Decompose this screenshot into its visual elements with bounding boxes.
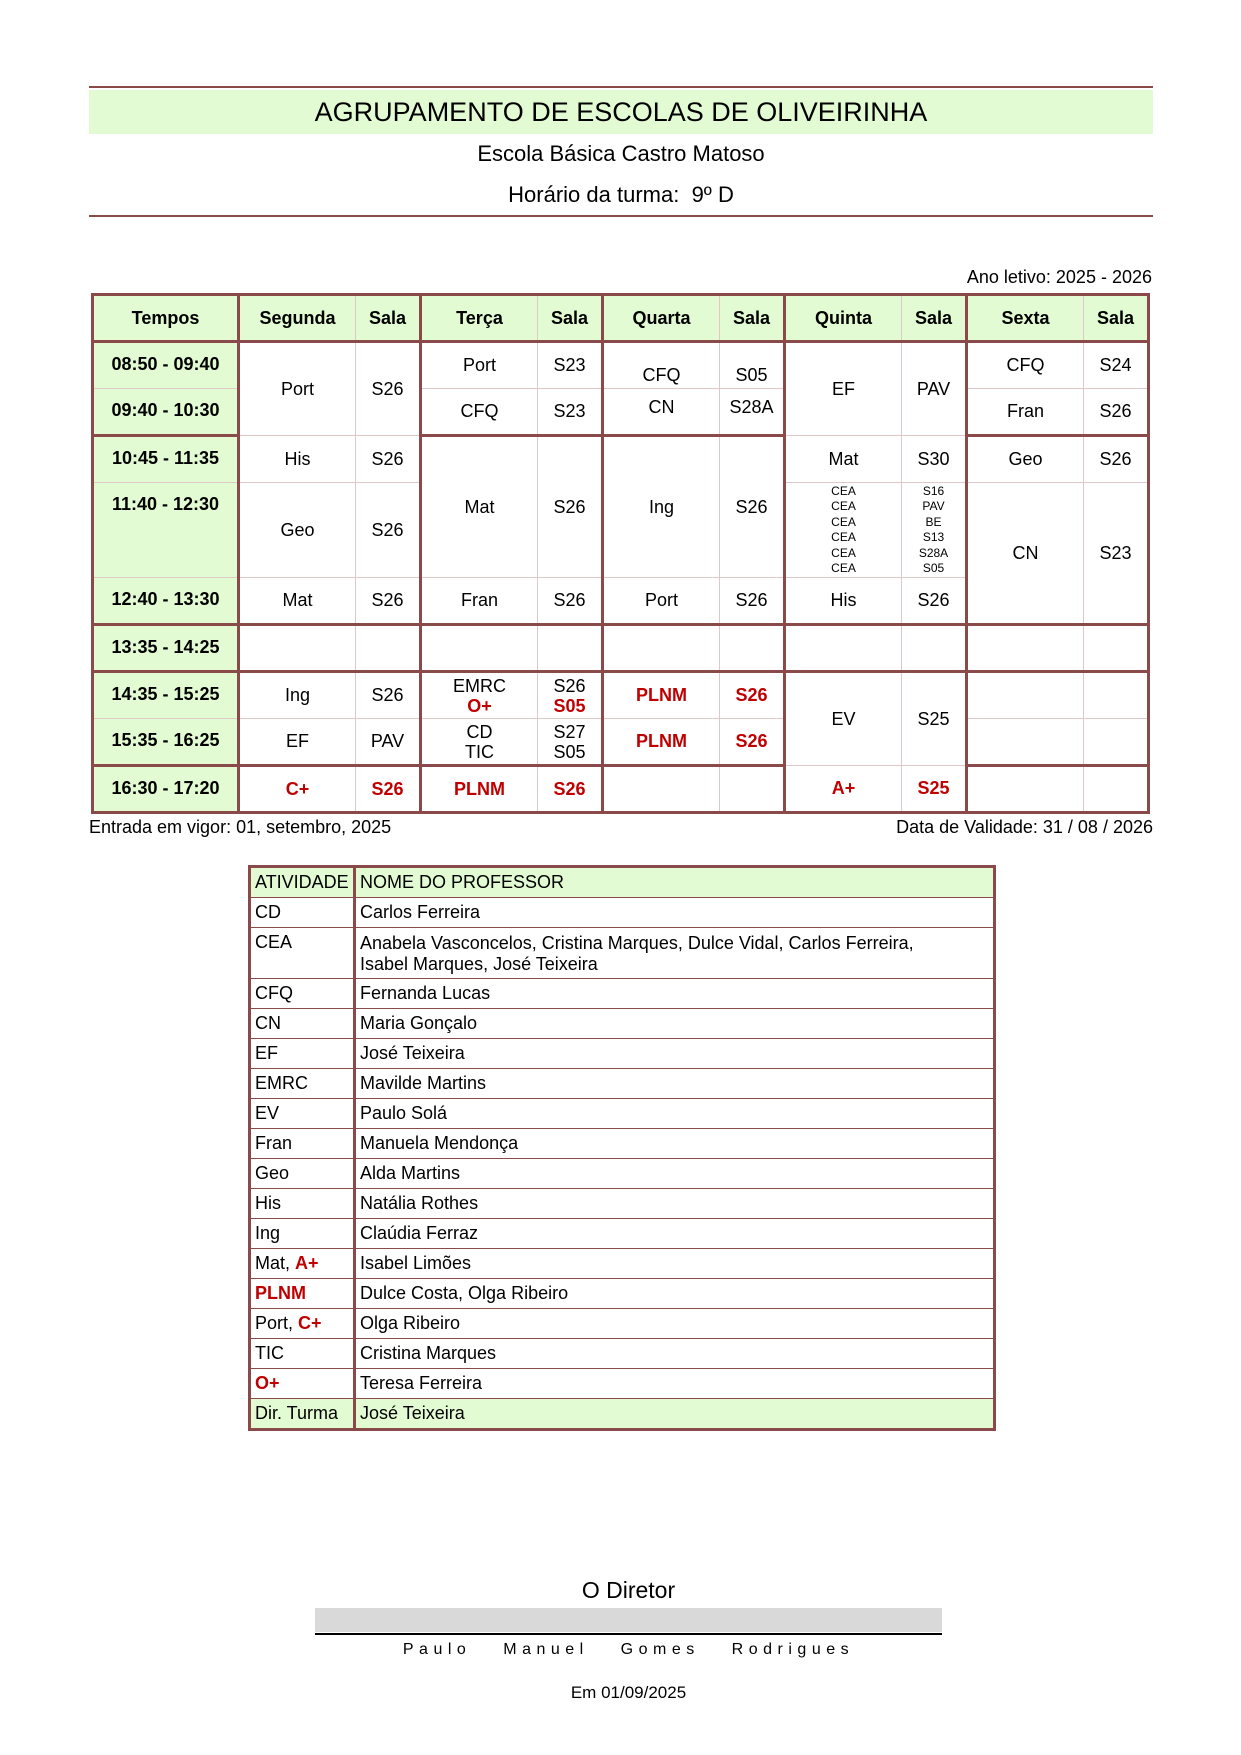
cea-subject: CEA	[831, 499, 856, 513]
teacher-cell: Carlos Ferreira	[355, 898, 995, 928]
schedule-row	[93, 625, 1149, 672]
effective-date: Entrada em vigor: 01, setembro, 2025	[89, 817, 392, 837]
teacher-row	[250, 1159, 995, 1189]
teacher-row	[250, 1219, 995, 1249]
teacher-row	[250, 1249, 995, 1279]
activity-cell: EV	[250, 1099, 355, 1129]
activity-cell: Geo	[250, 1159, 355, 1189]
schedule-row	[93, 342, 1149, 389]
schedule-subject	[239, 625, 356, 672]
schedule-subject: Fran	[421, 578, 538, 625]
schedule-subject: Mat	[421, 436, 538, 578]
schedule-subject: CD	[466, 721, 493, 742]
schedule-room: PAV	[902, 342, 967, 436]
cea-subject: CEA	[831, 483, 856, 498]
teachers-header-row	[250, 867, 995, 898]
schedule-subject	[967, 766, 1084, 813]
schedule-room	[720, 766, 785, 813]
time-slot: 16:30 - 17:20	[93, 766, 239, 813]
teacher-row	[250, 898, 995, 928]
activity-support: C+	[298, 1313, 322, 1333]
schedule-room: S26	[356, 483, 421, 578]
schedule-room	[538, 625, 603, 672]
schedule-subject-support: O+	[467, 695, 492, 716]
col-header-terca: Terça	[421, 295, 538, 342]
col-header-sala: Sala	[1084, 295, 1149, 342]
director-role: O Diretor	[581, 1577, 676, 1603]
cea-subject: CEA	[831, 514, 856, 529]
col-header-sala: Sala	[720, 295, 785, 342]
schedule-room: S26	[356, 672, 421, 719]
schedule-room: S26	[720, 578, 785, 625]
activity-cell: Dir. Turma	[250, 1399, 355, 1430]
schedule-subject: CFQ	[421, 389, 538, 436]
schedule-room-support: S26	[720, 672, 785, 719]
activity-name: Port,	[255, 1313, 299, 1333]
schedule-room: S05	[553, 741, 586, 762]
col-header-sala: Sala	[902, 295, 967, 342]
teacher-row	[250, 928, 995, 979]
school-year: Ano letivo: 2025 - 2026	[966, 267, 1152, 287]
schedule-subject: EV	[785, 672, 902, 766]
teacher-row	[250, 1069, 995, 1099]
schedule-subject	[967, 719, 1084, 766]
time-slot: 12:40 - 13:30	[93, 578, 239, 625]
time-slot: 11:40 - 12:30	[93, 483, 239, 578]
schedule-room: S23	[1084, 483, 1149, 625]
schedule-room: S26	[902, 578, 967, 625]
cea-subject: CEA	[831, 545, 856, 560]
schedule-room-pair	[538, 672, 603, 719]
schedule-room: S05	[720, 342, 785, 389]
schedule-room-support: S25	[902, 766, 967, 813]
schedule-room	[356, 625, 421, 672]
schedule-subject: Ing	[603, 436, 720, 578]
teacher-row	[250, 979, 995, 1009]
schedule-subject: Geo	[239, 483, 356, 578]
cea-room: S28A	[918, 545, 949, 560]
teacher-cell: Fernanda Lucas	[355, 979, 995, 1009]
activity-cell: CD	[250, 898, 355, 928]
activity-cell: CFQ	[250, 979, 355, 1009]
schedule-subject-support: C+	[239, 766, 356, 813]
schedule-room: S26	[1084, 436, 1149, 483]
schedule-room-support: S26	[356, 766, 421, 813]
teacher-line: Anabela Vasconcelos, Cristina Marques, Dulce Vidal, Carlos Ferreira,	[360, 933, 914, 953]
validity-date: Data de Validade: 31 / 08 / 2026	[896, 817, 1153, 837]
schedule-subject: EF	[239, 719, 356, 766]
time-slot: 08:50 - 09:40	[93, 342, 239, 389]
cea-subject: CEA	[831, 561, 856, 575]
cea-room: BE	[925, 514, 942, 529]
activity-support: A+	[295, 1253, 319, 1273]
activity-cell	[250, 1369, 355, 1399]
schedule-room: S26	[356, 578, 421, 625]
teacher-cell: Dulce Costa, Olga Ribeiro	[355, 1279, 995, 1309]
teacher-row	[250, 1189, 995, 1219]
schedule-subject-pair	[421, 719, 538, 766]
schedule-subject-support: PLNM	[421, 766, 538, 813]
director-name: Paulo Manuel Gomes Rodrigues	[402, 1641, 855, 1658]
teacher-row	[250, 1099, 995, 1129]
schedule-room: PAV	[356, 719, 421, 766]
activity-cell: CN	[250, 1009, 355, 1039]
cea-room: S16	[922, 483, 945, 498]
schedule-room-list	[902, 483, 967, 578]
schedule-room: S28A	[720, 389, 785, 436]
teacher-cell: Isabel Limões	[355, 1249, 995, 1279]
schedule-room	[1084, 625, 1149, 672]
class-heading	[89, 182, 1153, 208]
teacher-cell: José Teixeira	[355, 1039, 995, 1069]
teacher-cell: Paulo Solá	[355, 1099, 995, 1129]
teacher-cell: Natália Rothes	[355, 1189, 995, 1219]
schedule-row	[93, 672, 1149, 719]
schedule-subject-support: PLNM	[603, 672, 720, 719]
teacher-line: Isabel Marques, José Teixeira	[360, 954, 598, 974]
schedule-room-pair	[538, 719, 603, 766]
activity-cell: CEA	[250, 928, 355, 979]
schedule-room: S26	[1084, 389, 1149, 436]
schedule-subject: Geo	[967, 436, 1084, 483]
schedule-subject: Fran	[967, 389, 1084, 436]
teacher-cell: Olga Ribeiro	[355, 1309, 995, 1339]
activity-cell	[250, 1279, 355, 1309]
col-header-quarta: Quarta	[603, 295, 720, 342]
cea-room: PAV	[922, 499, 945, 513]
teacher-row	[250, 1369, 995, 1399]
schedule-row	[93, 766, 1149, 813]
teacher-cell: Alda Martins	[355, 1159, 995, 1189]
activity-cell	[250, 1309, 355, 1339]
header-teacher: NOME DO PROFESSOR	[355, 867, 995, 898]
schedule-header-row	[93, 295, 1149, 342]
schedule-subject: EF	[785, 342, 902, 436]
schedule-subject	[967, 625, 1084, 672]
schedule-room	[902, 625, 967, 672]
class-label: Horário da turma:	[508, 182, 680, 207]
cea-room: S05	[922, 561, 945, 575]
top-rule	[89, 86, 1153, 88]
schedule-subject: CN	[967, 483, 1084, 625]
schedule-subject: CFQ	[967, 342, 1084, 389]
col-header-tempos: Tempos	[93, 295, 239, 342]
class-value: 9º D	[691, 182, 734, 207]
header-activity: ATIVIDADE	[250, 867, 355, 898]
schedule-room: S24	[1084, 342, 1149, 389]
teachers-table	[248, 865, 996, 1431]
time-slot: 14:35 - 15:25	[93, 672, 239, 719]
teacher-row	[250, 1279, 995, 1309]
teacher-row	[250, 1309, 995, 1339]
teacher-cell: José Teixeira	[355, 1399, 995, 1430]
teacher-cell: Manuela Mendonça	[355, 1129, 995, 1159]
activity-support: O+	[255, 1373, 280, 1393]
schedule-room: S23	[538, 342, 603, 389]
schedule-subject: Port	[421, 342, 538, 389]
schedule-subject: Ing	[239, 672, 356, 719]
signature-field	[315, 1608, 942, 1632]
col-header-sala: Sala	[538, 295, 603, 342]
activity-cell: His	[250, 1189, 355, 1219]
schedule-subject	[603, 766, 720, 813]
schedule-subject-pair	[421, 672, 538, 719]
schedule-subject: Port	[239, 342, 356, 436]
cea-room: S13	[922, 530, 945, 544]
signature-date: Em 01/09/2025	[570, 1683, 687, 1702]
time-slot: 13:35 - 14:25	[93, 625, 239, 672]
schedule-room: S25	[902, 672, 967, 766]
header-rule	[89, 215, 1153, 217]
teacher-row	[250, 1039, 995, 1069]
schedule-subject	[785, 625, 902, 672]
teacher-row	[250, 1129, 995, 1159]
col-header-sexta: Sexta	[967, 295, 1084, 342]
teacher-row	[250, 1009, 995, 1039]
activity-support: PLNM	[255, 1283, 306, 1303]
schedule-subject	[603, 625, 720, 672]
schedule-subject	[421, 625, 538, 672]
schedule-subject: CFQ	[603, 342, 720, 389]
schedule-room: S26	[538, 578, 603, 625]
signature-line	[315, 1633, 942, 1635]
schedule-room-support: S26	[538, 766, 603, 813]
schedule-subject: His	[239, 436, 356, 483]
school-name: Escola Básica Castro Matoso	[477, 141, 765, 166]
schedule-room: S30	[902, 436, 967, 483]
schedule-room	[1084, 766, 1149, 813]
schedule-subject-list	[785, 483, 902, 578]
schedule-subject: Port	[603, 578, 720, 625]
schedule-subject-support: A+	[785, 766, 902, 813]
schedule-subject-support: PLNM	[603, 719, 720, 766]
activity-cell	[250, 1249, 355, 1279]
schedule-subject: Mat	[239, 578, 356, 625]
schedule-subject: CN	[603, 389, 720, 436]
schedule-room-support: S26	[720, 719, 785, 766]
activity-name: Mat,	[255, 1253, 296, 1273]
activity-cell: TIC	[250, 1339, 355, 1369]
schedule-subject: Mat	[785, 436, 902, 483]
activity-cell: EMRC	[250, 1069, 355, 1099]
teacher-cell: Claúdia Ferraz	[355, 1219, 995, 1249]
teacher-cell: Maria Gonçalo	[355, 1009, 995, 1039]
schedule-room: S27	[553, 721, 586, 742]
teacher-row	[250, 1339, 995, 1369]
time-slot: 15:35 - 16:25	[93, 719, 239, 766]
cea-subject: CEA	[831, 530, 856, 544]
schedule-room: S26	[356, 342, 421, 436]
teacher-cell: Cristina Marques	[355, 1339, 995, 1369]
schedule-subject: EMRC	[453, 675, 506, 696]
schedule-room: S26	[553, 675, 586, 696]
schedule-row	[93, 719, 1149, 766]
activity-cell: EF	[250, 1039, 355, 1069]
agrupamento-title: AGRUPAMENTO DE ESCOLAS DE OLIVEIRINHA	[89, 90, 1153, 134]
time-slot: 10:45 - 11:35	[93, 436, 239, 483]
schedule-row	[93, 436, 1149, 483]
teacher-cell: Teresa Ferreira	[355, 1369, 995, 1399]
class-director-row	[250, 1399, 995, 1430]
schedule-subject: TIC	[465, 741, 494, 762]
teacher-cell	[355, 928, 995, 979]
schedule-table	[91, 293, 1150, 814]
teacher-cell: Mavilde Martins	[355, 1069, 995, 1099]
activity-cell: Ing	[250, 1219, 355, 1249]
col-header-quinta: Quinta	[785, 295, 902, 342]
schedule-room	[1084, 672, 1149, 719]
time-slot: 09:40 - 10:30	[93, 389, 239, 436]
schedule-subject: His	[785, 578, 902, 625]
schedule-room: S26	[356, 436, 421, 483]
col-header-sala: Sala	[356, 295, 421, 342]
schedule-room	[720, 625, 785, 672]
schedule-room	[1084, 719, 1149, 766]
schedule-subject	[967, 672, 1084, 719]
schedule-room: S26	[538, 436, 603, 578]
activity-cell: Fran	[250, 1129, 355, 1159]
col-header-segunda: Segunda	[239, 295, 356, 342]
schedule-room-support: S05	[553, 695, 586, 716]
schedule-room: S26	[720, 436, 785, 578]
schedule-room: S23	[538, 389, 603, 436]
